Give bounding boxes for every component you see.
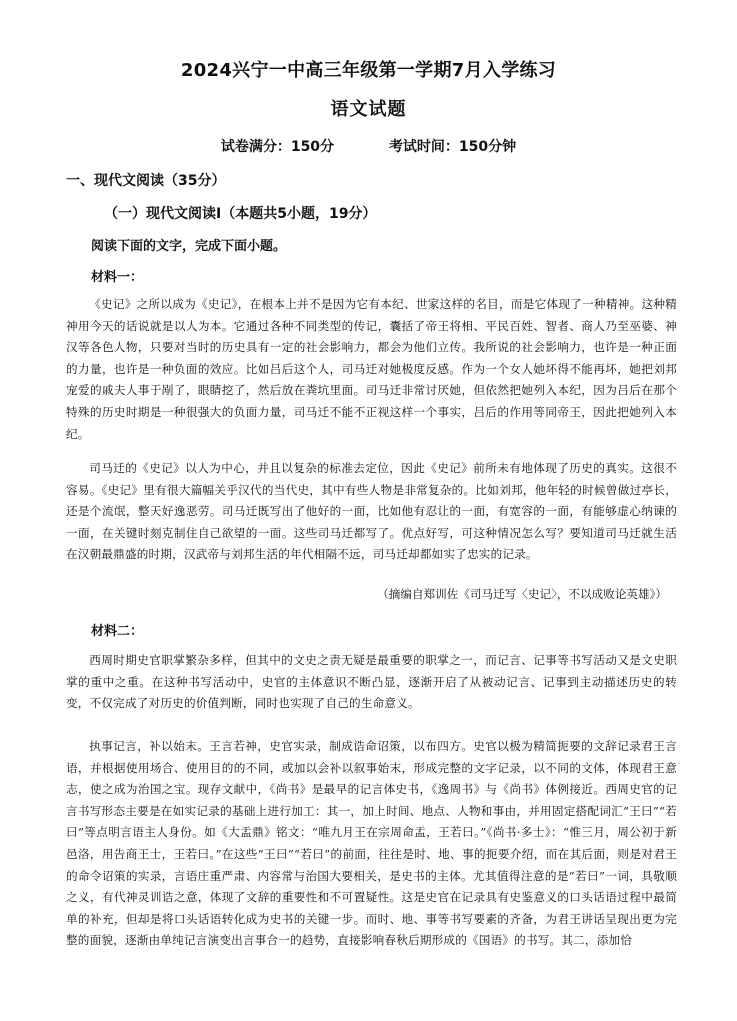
subject-title: 语文试题 (330, 99, 407, 120)
material-one-paragraph: 司马迁的《史记》以人为中心，并且以复杂的标准去定位，因此《史记》前所未有地体现了历史的真实。这很不容易。《史记》里有很大篇幅关乎汉代的当代史，其中有些人物是非常复杂的。比如刘邦，他年轻的时候曾做过亭长，还是个流氓，整天好逸恶劳。司马迁既写出了他好的一面，比如他有忍让的一面，有宽容的一面，有能够虚心纳谏的一面，在关键时刻克制住自己欲望的一面。这些司马迁都写了。优点好写，可这种情况怎么写？要知道司马迁就生活在汉朝最鼎盛的时期，汉武帝与刘邦生活的年代相隔不远，司马迁却都如实了忠实的记录。 (66, 461, 677, 562)
exam-info (0, 136, 737, 156)
material-two-paragraph: 西周时期史官职掌繁杂多样，但其中的文史之责无疑是最重要的职掌之一，而记言、记事等书写活动又是文史职掌的重中之重。在这种书写活动中，史官的主体意识不断凸显，逐渐开启了从被动记言、记事到主动描述历史的转变，不仅完成了对历史的价值判断，同时也实现了自己的生命意义。 (66, 653, 677, 711)
sub-section-heading: （一）现代文阅读Ⅰ（本题共5小题，19分） (104, 206, 377, 222)
material-two-paragraph: 执事记言，补以始末。王言若神，史官实录，制成诰命诏策，以布四方。史官以极为精简扼要的文辞记录君王言语，并根据使用场合、使用目的的不同，或加以会补以叙事始末，形成完整的文字记录，以不同的文体，体现君王意志，使之成为治国之宝。现存文献中，《尚书》是最早的记言体史书，《逸周书》与《尚书》体例接近。西周史官的记言书写形态主要是在如实记录的基础上进行加工：其一，加上时间、地点、人物和事由，并用固定搭配词汇“王曰”“若曰”等点明言语主人身份。如《大盂鼎》铭文：“唯九月王在宗周命盂，王若曰。”《尚书·多士》：“惟三月，周公初于新邑洛，用告商王士，王若曰。”在这些“王曰”“若曰”的前面，往往是时、地、事的扼要介绍，而在其后面，则是对君王的命令诏策的实录，言语庄重严肃、内容常与治国大要相关，是史书的主体。尤其值得注意的是“若曰”一词，具敬顺之义，有代神灵训诰之意，体现了文辞的重要性和不可置疑性。这是史官在记录具有史鉴意义的口头话语过程中最简单的补充，但却是将口头话语转化成为史书的关键一步。而时、地、事等书写要素的齐备，为君王讲话呈现出更为完整的面貌，逐渐由单纯记言演变出言事合一的趋势，直接影响春秋后期形成的《国语》的书写。其二，添加恰 (66, 739, 677, 948)
material-two-label: 材料二： (91, 624, 144, 639)
material-one-label: 材料一： (91, 270, 144, 285)
citation: （摘编自郑训佐《司马迁写〈史记〉，不以成败论英雄》） (377, 587, 667, 601)
section-heading: 一、现代文阅读（35分） (66, 173, 226, 189)
full-score: 试卷满分：150分 (220, 139, 335, 155)
exam-time: 考试时间：150分钟 (388, 139, 517, 155)
exam-title: 2024兴宁一中高三年级第一学期7月入学练习 (180, 60, 557, 81)
instruction: 阅读下面的文字，完成下面小题。 (91, 239, 287, 254)
material-one-paragraph: 《史记》之所以成为《史记》，在根本上并不是因为它有本纪、世家这样的名目，而是它体现了一种精神。这种精神用今天的话说就是以人为本。它通过各种不同类型的传记，囊括了帝王将相、平民百姓、智者、商人乃至巫婆、神汉等各色人物，只要对当时的历史具有一定的社会影响力，都会为他们立传。我所说的社会影响力，也许是一种正面的力量，也许是一种负面的效应。比如吕后这个人，司马迁对她极度反感。作为一个女人她坏得不能再坏，她把刘邦宠爱的戚夫人事于剐了，眼睛挖了，然后放在粪坑里面。司马迁非常讨厌她，但依然把她列入本纪，因为吕后在那个特殊的历史时期是一种很强大的负面力量，司马迁不能不正视这样一个事实，吕后的作用等同帝王，因此把她列入本纪。 (66, 297, 677, 441)
